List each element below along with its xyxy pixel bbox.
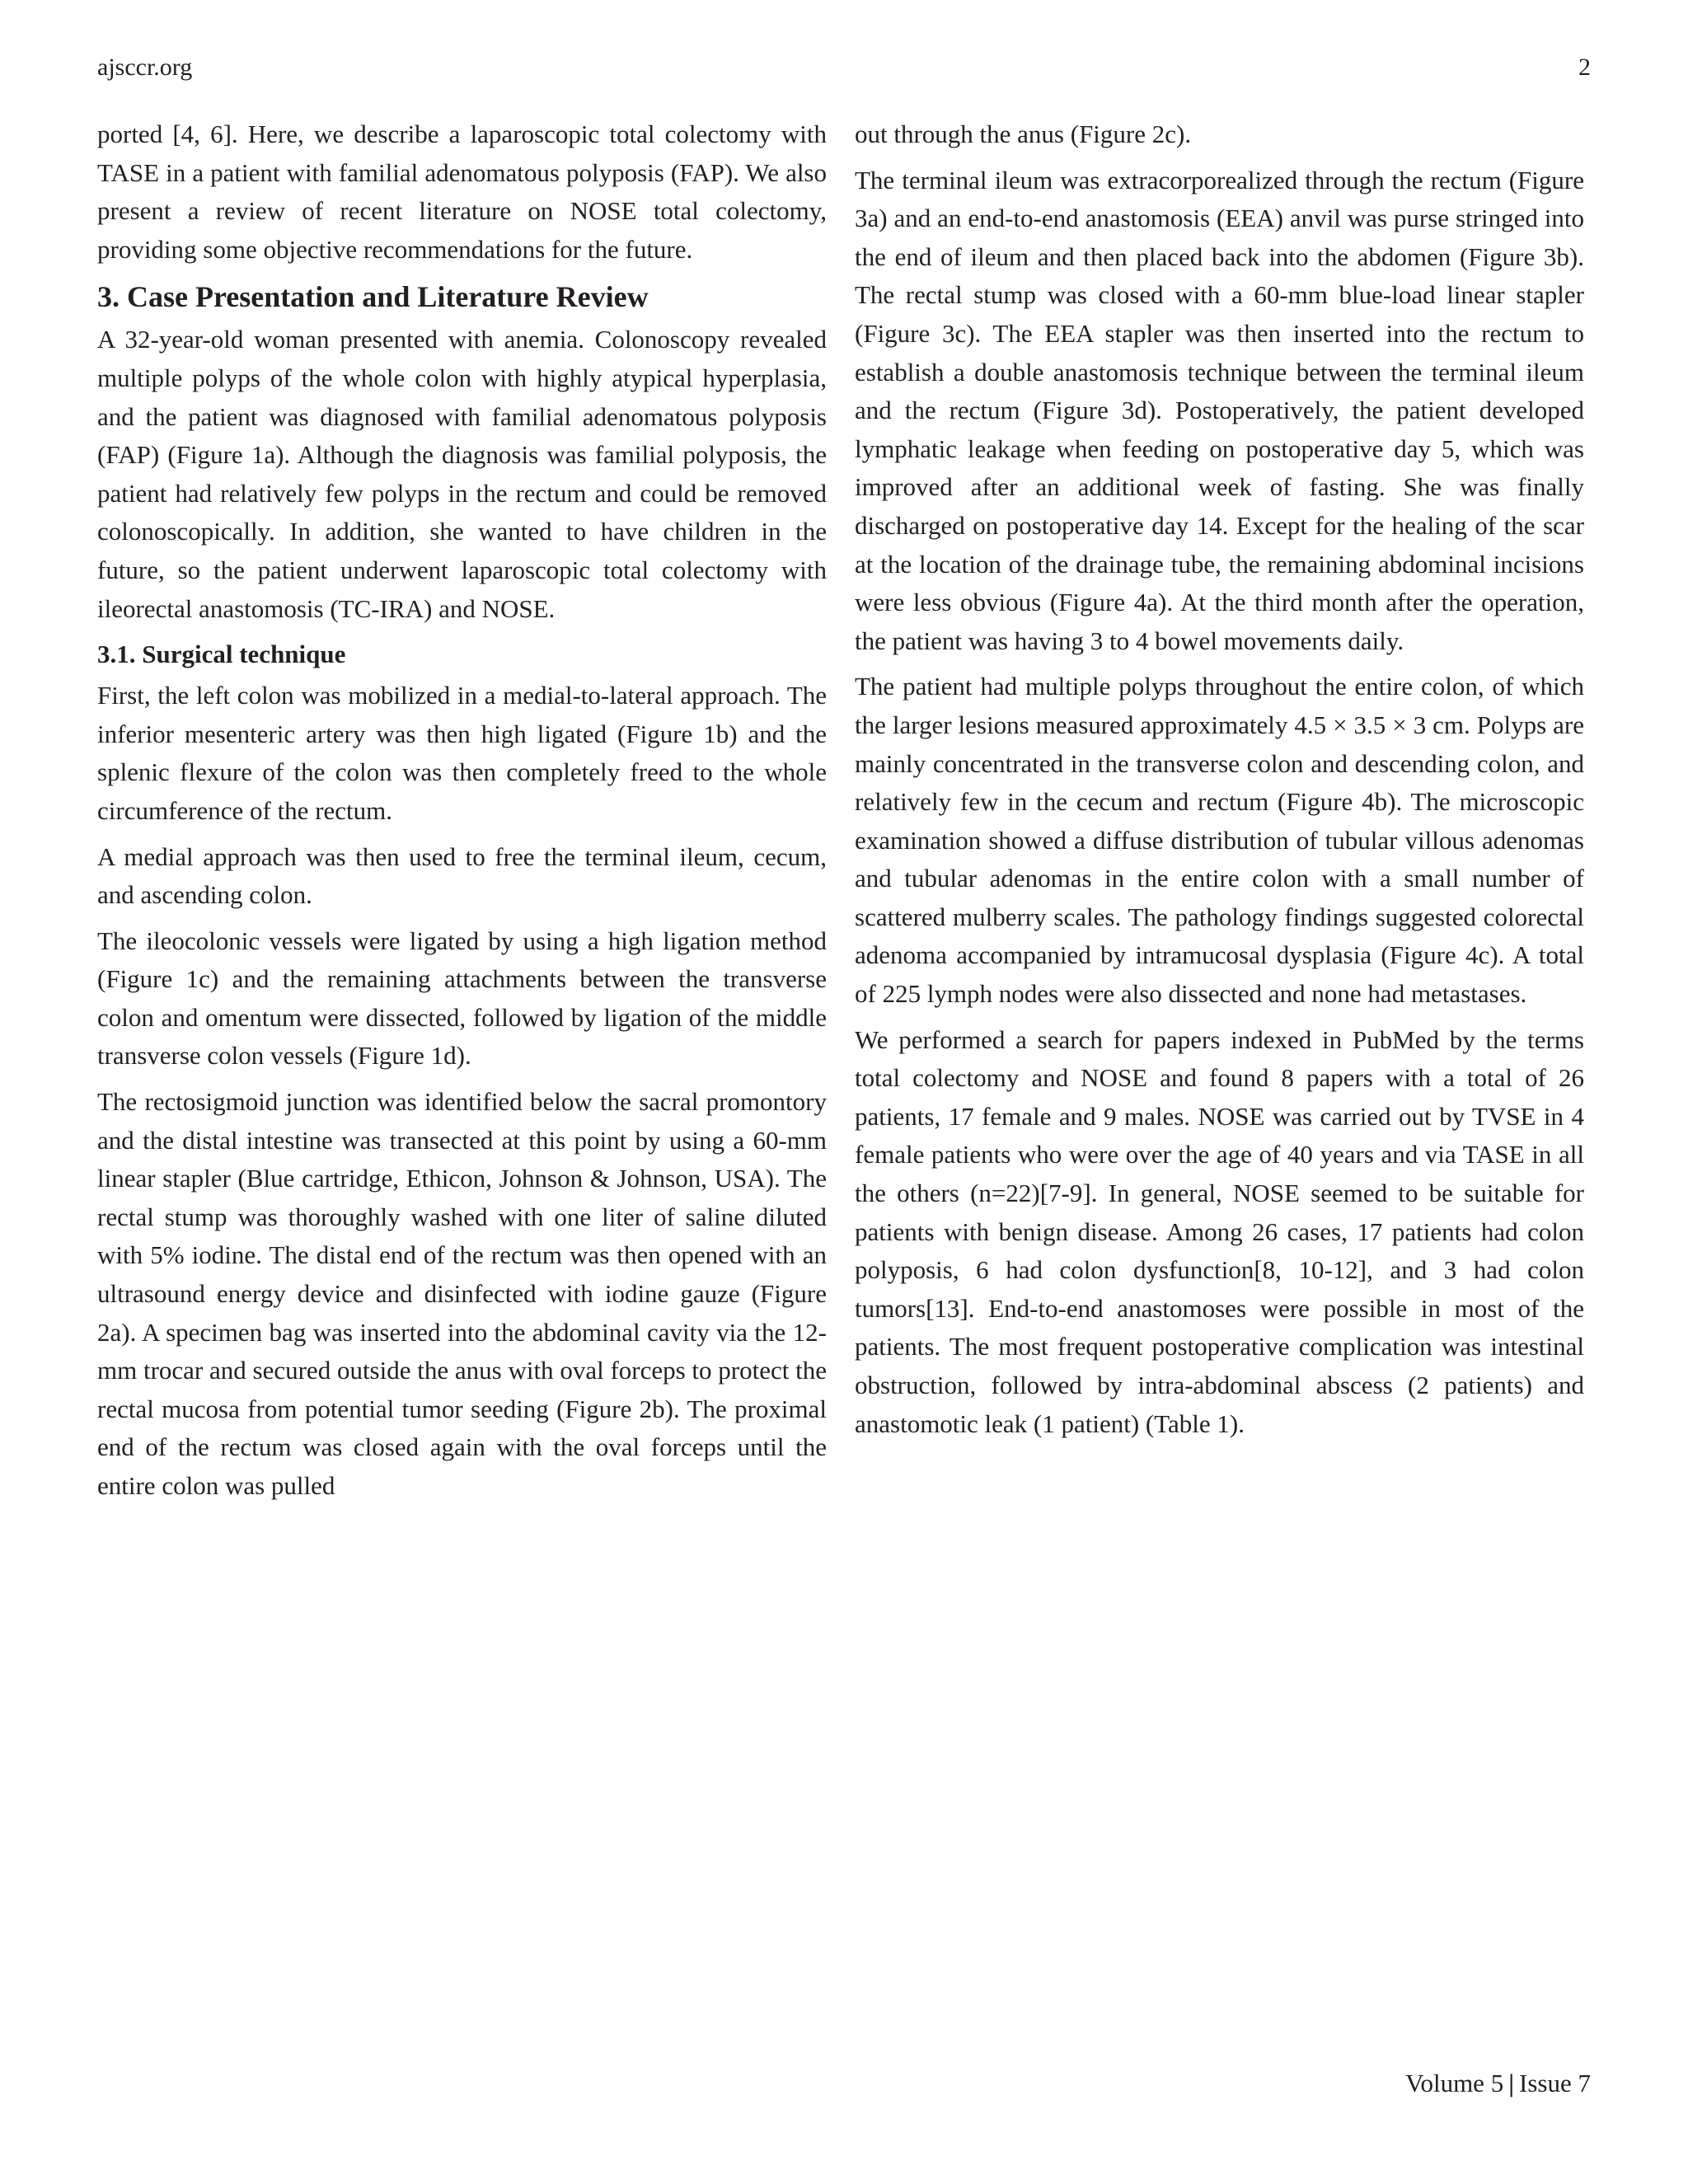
paragraph-technique-4: The rectosigmoid junction was identified below the sacral promontory and the distal intestine was transected at this point by using a 60-mm linear stapler (Blue cartridge, Ethicon, Johnson & Johnson, USA). The rectal stump was thoroughly washed with one liter of saline diluted with 5% iodine. The distal end of the rectum was then opened with an ultrasound energy device and disinfected with iodine gauze (Figure 2a). A specimen bag was inserted into the abdominal cavity via the 12-mm trocar and secured outside the anus with oval forceps to protect the rectal mucosa from potential tumor seeding (Figure 2b). The proximal end of the rectum was closed again with the oval forceps until the entire colon was pulled <box>97 1087 827 1500</box>
paragraph-technique-1: First, the left colon was mobilized in a medial-to-lateral approach. The inferior mesenteric artery was then high ligated (Figure 1b) and the splenic flexure of the colon was then completely freed to the whole circumference of the rectum. <box>97 681 827 825</box>
subsection-heading: 3.1. Surgical technique <box>97 640 346 669</box>
paragraph-technique-3: The ileocolonic vessels were ligated by using a high ligation method (Figure 1c) and the remaining attachments between the transverse colon and omentum were dissected, followed by ligation of the middle transverse colon vessels (Figure 1d). <box>97 926 827 1071</box>
issue-label: Issue 7 <box>1519 2069 1591 2097</box>
paragraph-case: A 32-year-old woman presented with anemia. Colonoscopy revealed multiple polyps of the whole colon with highly atypical hyperplasia, and the patient was diagnosed with familial adenomatous polyposis (FAP) (Figure 1a). Although the diagnosis was familial polyposis, the patient had relatively few polyps in the rectum and could be removed colonoscopically. In addition, she wanted to have children in the future, so the patient underwent laparoscopic total colectomy with ileorectal anastomosis (TC-IRA) and NOSE. <box>97 325 827 623</box>
page-number: 2 <box>1578 54 1591 81</box>
paragraph-intro-end: ported [4, 6]. Here, we describe a laparoscopic total colectomy with TASE in a patient with familial adenomatous polyposis (FAP). We also present a review of recent literature on NOSE total colectomy, providing some objective recommendations for the future. <box>97 120 827 264</box>
running-header <box>97 48 1591 87</box>
right-column <box>855 115 1584 1451</box>
paragraph-technique-2: A medial approach was then used to free the terminal ileum, cecum, and ascending colon. <box>97 841 827 910</box>
paragraph-literature-review: We performed a search for papers indexed in PubMed by the terms total colectomy and NOSE and found 8 papers with a total of 26 patients, 17 female and 9 males. NOSE was carried out by TVSE in 4 female patients who were over the age of 40 years and via TASE in all the others (n=22)[7-9]. In general, NOSE seemed to be suitable for patients with benign disease. Among 26 cases, 17 patients had colon polyposis, 6 had colon dysfunction[8, 10-12], and 3 had colon tumors[13]. End-to-end anastomoses were possible in most of the patients. The most frequent postoperative complication was intestinal obstruction, followed by intra-abdominal abscess (2 patients) and anastomotic leak (1 patient) (Table 1). <box>855 1024 1584 1438</box>
paragraph-pathology: The patient had multiple polyps throughout the entire colon, of which the larger lesions measured approximately 4.5 × 3.5 × 3 cm. Polyps are mainly concentrated in the transverse colon and descending colon, and relatively few in the cecum and rectum (Figure 4b). The microscopic examination showed a diffuse distribution of tubular villous adenomas and tubular adenomas in the entire colon with a small number of scattered mulberry scales. The pathology findings suggested colorectal adenoma accompanied by intramucosal dysplasia (Figure 4c). A total of 225 lymph nodes were also dissected and none had metastases. <box>855 672 1584 1009</box>
footer-separator: | <box>1508 2069 1515 2097</box>
paragraph-ileum: The terminal ileum was extracorporealized through the rectum (Figure 3a) and an end-to-end anastomosis (EEA) anvil was purse stringed into the end of ileum and then placed back into the abdomen (Figure 3b). The rectal stump was closed with a 60-mm blue-load linear stapler (Figure 3c). The EEA stapler was then inserted into the rectum to establish a double anastomosis technique between the terminal ileum and the rectum (Figure 3d). Postoperatively, the patient developed lymphatic leakage when feeding on postoperative day 5, which was improved after an additional week of fasting. She was finally discharged on postoperative day 14. Except for the healing of the scar at the location of the drainage tube, the remaining abdominal incisions were less obvious (Figure 4a). At the third month after the operation, the patient was having 3 to 4 bowel movements daily. <box>855 165 1584 655</box>
left-column <box>97 115 827 1513</box>
section-heading: 3. Case Presentation and Literature Review <box>97 280 649 314</box>
paragraph-continuation: out through the anus (Figure 2c). <box>855 120 1192 148</box>
journal-site: ajsccr.org <box>97 54 193 81</box>
volume-label: Volume 5 <box>1405 2069 1504 2097</box>
page-footer <box>1405 2064 1591 2102</box>
